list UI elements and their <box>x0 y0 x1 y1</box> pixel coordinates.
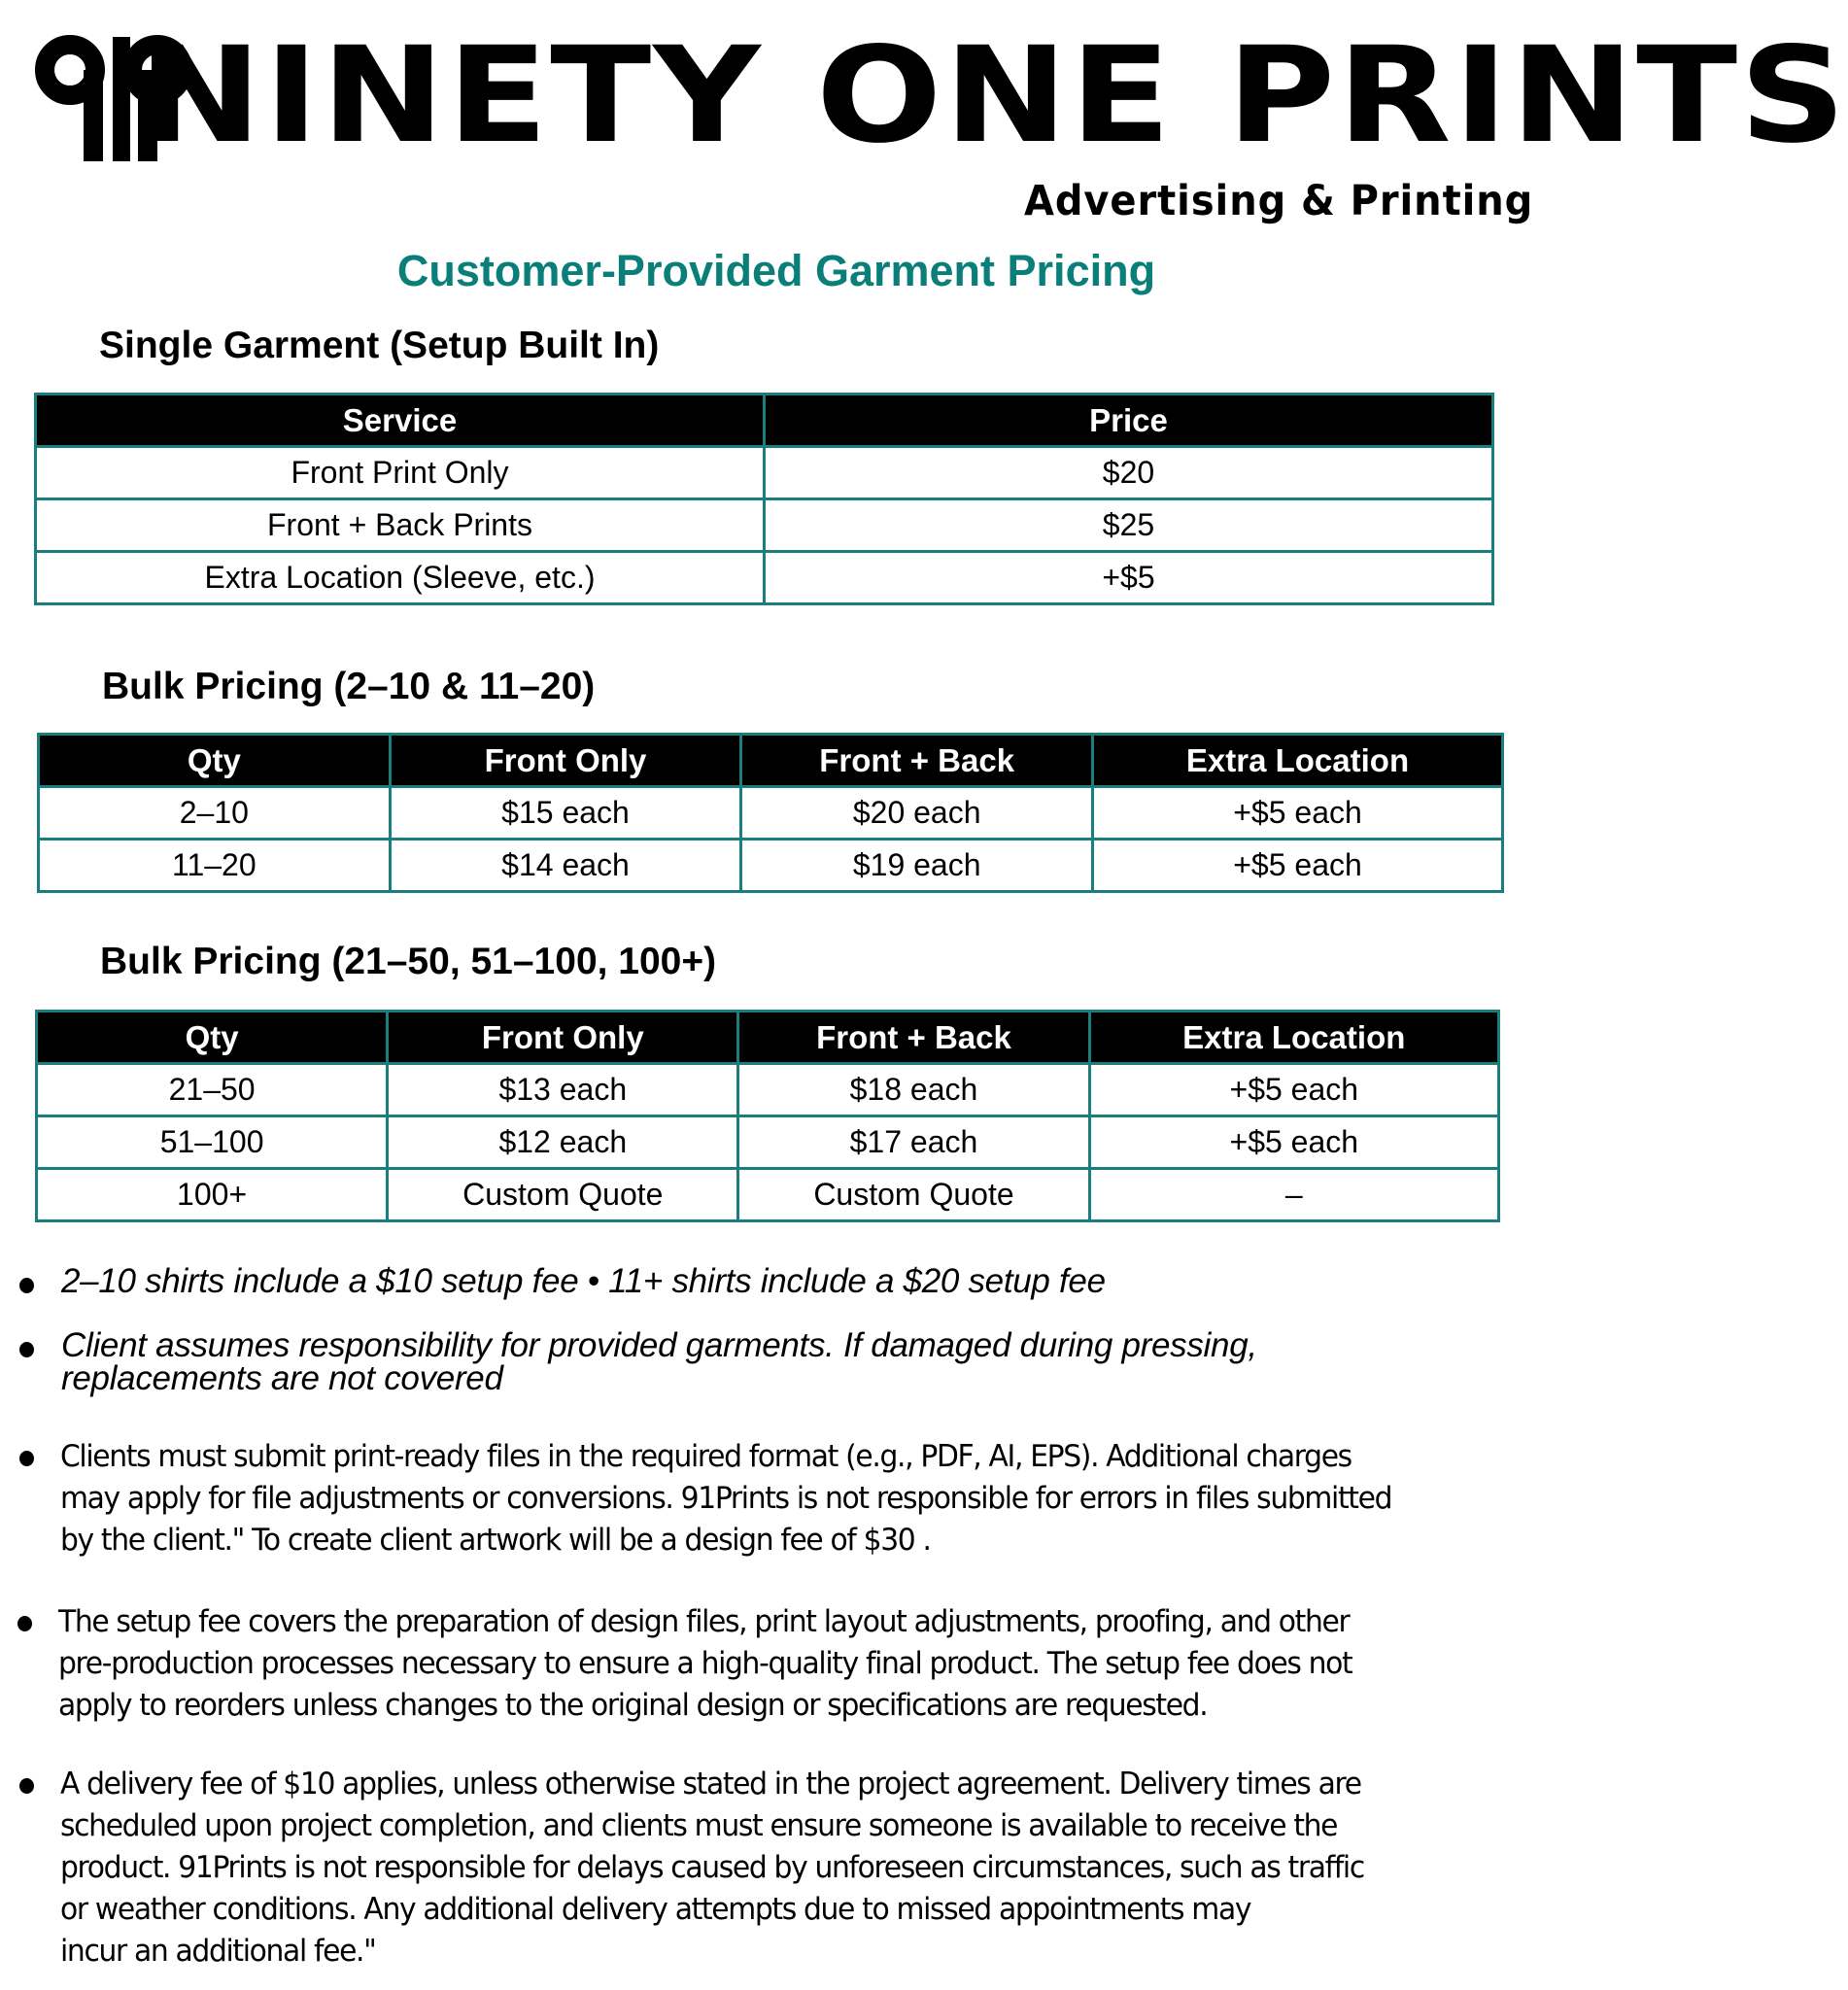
note-text <box>61 1326 1257 1397</box>
qty-cell: 11–20 <box>39 840 391 892</box>
qty-cell: 51–100 <box>37 1116 388 1169</box>
section-title-single-garment: Single Garment (Setup Built In) <box>99 325 660 366</box>
table-header-row <box>37 1012 1499 1064</box>
table-header-row <box>39 735 1503 787</box>
note-line: product. 91Prints is not responsible for delays caused by unforeseen circumstances, such as traffic <box>60 1850 1364 1885</box>
note-text <box>61 1262 1106 1300</box>
note-line: apply to reorders unless changes to the original design or specifications are requested. <box>58 1688 1208 1723</box>
bullet-icon <box>19 1278 34 1293</box>
front-back-cell: $17 each <box>738 1116 1089 1169</box>
column-header-qty: Qty <box>39 735 391 787</box>
table-row <box>36 552 1493 604</box>
table-row <box>37 1169 1499 1221</box>
table-row <box>36 499 1493 552</box>
page-title: Customer-Provided Garment Pricing <box>396 246 1156 295</box>
note-line: The setup fee covers the preparation of design files, print layout adjustments, proofing, and other <box>58 1604 1350 1639</box>
table-row <box>36 447 1493 499</box>
single-garment-table <box>34 393 1494 605</box>
note-line: replacements are not covered <box>61 1359 503 1397</box>
note-text <box>58 1601 1352 1727</box>
extra-location-cell: +$5 each <box>1093 787 1503 840</box>
table-header-row <box>36 395 1493 447</box>
bulk-pricing-large-table <box>35 1010 1500 1222</box>
front-back-cell: $19 each <box>741 840 1093 892</box>
qty-cell: 21–50 <box>37 1064 388 1116</box>
note-line: pre-production processes necessary to ensure a high-quality final product. The setup fee does not <box>58 1646 1352 1681</box>
bullet-icon <box>17 1616 32 1631</box>
note-line: Client assumes responsibility for provided garments. If damaged during pressing, <box>61 1326 1257 1364</box>
front-only-cell: Custom Quote <box>388 1169 738 1221</box>
qty-cell: 100+ <box>37 1169 388 1221</box>
front-only-cell: $14 each <box>390 840 741 892</box>
service-cell: Extra Location (Sleeve, etc.) <box>36 552 765 604</box>
brand-name: NINETY ONE PRINTS <box>138 17 1848 173</box>
column-header-front-only: Front Only <box>390 735 741 787</box>
brand-tagline: Advertising & Printing <box>1024 177 1534 225</box>
table-row <box>39 787 1503 840</box>
note-text <box>60 1436 1391 1561</box>
extra-location-cell: +$5 each <box>1089 1116 1498 1169</box>
table-row <box>37 1116 1499 1169</box>
section-title-bulk-large: Bulk Pricing (21–50, 51–100, 100+) <box>100 941 717 982</box>
note-line: 2–10 shirts include a $10 setup fee • 11+ shirts include a $20 setup fee <box>61 1262 1106 1300</box>
note-line: incur an additional fee." <box>60 1934 376 1969</box>
note-line: or weather conditions. Any additional delivery attempts due to missed appointments may <box>60 1892 1251 1927</box>
service-cell: Front + Back Prints <box>36 499 765 552</box>
column-header-price: Price <box>765 395 1493 447</box>
front-back-cell: Custom Quote <box>738 1169 1089 1221</box>
front-back-cell: $18 each <box>738 1064 1089 1116</box>
service-cell: Front Print Only <box>36 447 765 499</box>
column-header-front-back: Front + Back <box>738 1012 1089 1064</box>
table-row <box>39 840 1503 892</box>
front-only-cell: $13 each <box>388 1064 738 1116</box>
qty-cell: 2–10 <box>39 787 391 840</box>
column-header-qty: Qty <box>37 1012 388 1064</box>
column-header-extra-location: Extra Location <box>1093 735 1503 787</box>
bulk-pricing-small-table <box>37 733 1504 893</box>
bullet-icon <box>19 1778 34 1794</box>
column-header-front-only: Front Only <box>388 1012 738 1064</box>
column-header-front-back: Front + Back <box>741 735 1093 787</box>
extra-location-cell: – <box>1089 1169 1498 1221</box>
note-line: scheduled upon project completion, and clients must ensure someone is available to receive the <box>60 1808 1338 1843</box>
note-text <box>60 1764 1364 1973</box>
note-line: may apply for file adjustments or conversions. 91Prints is not responsible for errors in files submitted <box>60 1481 1392 1516</box>
extra-location-cell: +$5 each <box>1089 1064 1498 1116</box>
price-cell: $25 <box>765 499 1493 552</box>
table-row <box>37 1064 1499 1116</box>
bullet-icon <box>19 1342 34 1357</box>
front-only-cell: $12 each <box>388 1116 738 1169</box>
note-line: Clients must submit print-ready files in the required format (e.g., PDF, AI, EPS). Additional charges <box>60 1439 1352 1474</box>
front-back-cell: $20 each <box>741 787 1093 840</box>
section-title-bulk-small: Bulk Pricing (2–10 & 11–20) <box>102 666 596 707</box>
price-cell: $20 <box>765 447 1493 499</box>
bullet-icon <box>19 1451 34 1466</box>
note-line: by the client." To create client artwork will be a design fee of $30 . <box>60 1523 931 1558</box>
front-only-cell: $15 each <box>390 787 741 840</box>
price-cell: +$5 <box>765 552 1493 604</box>
column-header-extra-location: Extra Location <box>1089 1012 1498 1064</box>
extra-location-cell: +$5 each <box>1093 840 1503 892</box>
column-header-service: Service <box>36 395 765 447</box>
note-line: A delivery fee of $10 applies, unless otherwise stated in the project agreement. Delivery times are <box>60 1767 1361 1801</box>
